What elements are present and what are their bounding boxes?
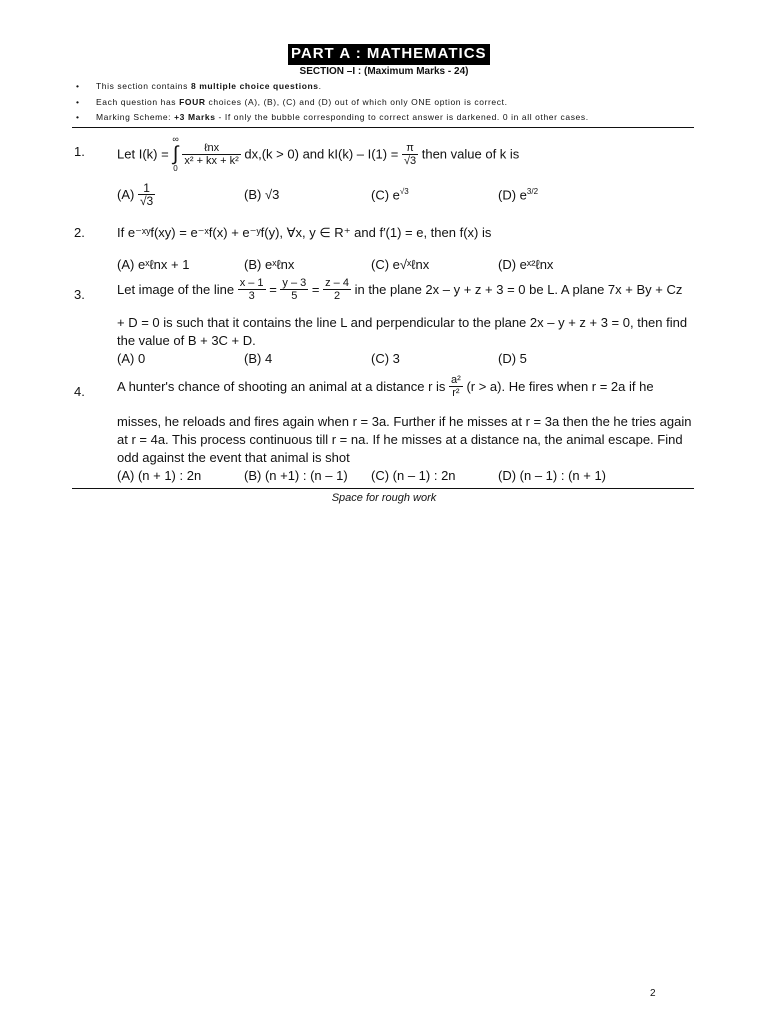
instruction-item [76, 97, 508, 107]
integrand-denominator: x² + kx + k² [184, 154, 239, 167]
q1-tail: then value of k is [421, 146, 520, 162]
fraction-x [238, 277, 266, 302]
option-label: (B) [244, 257, 262, 272]
fraction-denominator: √3 [139, 194, 154, 208]
question-2-text: If e⁻ˣʸf(xy) = e⁻ˣf(x) + e⁻ʸf(y), ∀x, y ∈ R⁺ and f′(1) = e, then f(x) is [117, 225, 492, 240]
option-value: e√ˣℓnx [392, 257, 430, 272]
option-value: e [519, 187, 527, 203]
question-4-text [117, 374, 654, 399]
option-d [498, 187, 538, 202]
option-d [498, 257, 553, 272]
option-b [244, 187, 279, 202]
instruction-bold: +3 Marks [174, 112, 216, 122]
bullet-icon: • [76, 97, 80, 107]
option-value: √3 [264, 187, 280, 202]
question-1-text [117, 134, 519, 174]
question-number: 2. [74, 225, 85, 240]
rough-work-label: Space for rough work [331, 492, 437, 504]
option-label: (D) [498, 257, 517, 272]
option-label: (D) [498, 187, 517, 203]
option-c: (C) (n – 1) : 2n [371, 468, 456, 483]
fraction-numerator: y – 3 [282, 277, 307, 289]
instruction-item [76, 112, 589, 122]
integrand-numerator: ℓnx [182, 142, 240, 155]
q1-lhs: I(k) = [138, 146, 169, 162]
option-c [371, 187, 409, 202]
fraction-z [323, 277, 351, 302]
instruction-text: Marking Scheme: [96, 112, 175, 122]
option-fraction [138, 182, 155, 207]
integral-upper-limit: ∞ [172, 134, 179, 144]
equals-sign: = [311, 282, 320, 297]
fraction-denominator: 2 [333, 290, 341, 302]
option-c [371, 257, 429, 272]
q3-text-post: in the plane 2x – y + z + 3 = 0 be L. A plane 7x + By + Cz [354, 282, 683, 297]
fraction-denominator: 3 [248, 290, 255, 302]
option-d: (D) 5 [498, 351, 527, 366]
fraction-numerator: z – 4 [325, 277, 349, 289]
fraction-denominator: 5 [291, 290, 298, 302]
option-b: (B) (n +1) : (n – 1) [244, 468, 348, 483]
instruction-text: This section contains [96, 81, 191, 91]
option-a: (A) (n + 1) : 2n [117, 468, 202, 483]
q1-expression: kI(k) – I(1) = [327, 146, 399, 162]
q1-rhs [402, 142, 418, 167]
divider [72, 127, 694, 128]
option-label: (C) [371, 187, 390, 203]
option-value: eˣℓnx + 1 [137, 257, 190, 272]
option-value: eˣ²ℓnx [519, 257, 554, 272]
option-value: e [392, 187, 400, 203]
integral-lower-limit: 0 [173, 164, 178, 173]
instruction-bold: 8 multiple choice questions [190, 81, 319, 91]
q4-line-2: misses, he reloads and fires again when r = 3a. Further if he misses at r = 3a then the he tries again [117, 414, 692, 429]
part-title: PART A : MATHEMATICS [288, 44, 490, 65]
instruction-text: Each question has [96, 97, 180, 107]
bullet-icon: • [76, 81, 80, 91]
rhs-numerator: π [402, 142, 418, 155]
rhs-denominator: √3 [403, 154, 417, 167]
q3-line-2: + D = 0 is such that it contains the line L and perpendicular to the plane 2x – y + z + 3 = 0, then find [117, 315, 688, 330]
divider [72, 488, 694, 489]
fraction-numerator: x – 1 [239, 277, 264, 289]
option-label: (C) [371, 257, 390, 272]
option-b [244, 257, 294, 272]
bullet-icon: • [76, 112, 80, 122]
fraction-numerator: a² [451, 374, 461, 386]
integral-sign-icon: ∫ [172, 143, 179, 165]
q4-text-pre: A hunter's chance of shooting an animal at a distance r is [117, 379, 446, 394]
option-exponent: 3/2 [526, 187, 539, 196]
option-a [117, 257, 189, 272]
fraction-y [280, 277, 308, 302]
option-a [117, 182, 155, 207]
q4-text-post: (r > a). He fires when r = 2a if he [466, 379, 654, 394]
option-a: (A) 0 [117, 351, 146, 366]
integrand [182, 142, 240, 167]
question-number: 3. [74, 287, 85, 302]
option-exponent: √3 [399, 187, 409, 196]
option-label: (A) [117, 187, 135, 202]
q1-and: and [302, 146, 325, 162]
q1-dx: dx,(k > 0) [244, 146, 299, 162]
question-number: 4. [74, 384, 85, 399]
fraction-denominator: r² [452, 387, 460, 399]
q4-line-4: odd against the event that animal is shot [117, 450, 350, 465]
equals-sign: = [269, 282, 277, 297]
probability-fraction [449, 374, 463, 399]
instruction-item [76, 81, 322, 91]
section-title: SECTION –I : (Maximum Marks - 24) [299, 66, 469, 77]
instruction-text: - If only the bubble corresponding to correct answer is darkened. 0 in all other cases. [215, 112, 589, 122]
option-label: (A) [117, 257, 135, 272]
instruction-bold: FOUR [179, 97, 206, 107]
q4-line-3: at r = 4a. This process continuous till r = na. If he misses at a distance na, the animal escape. Find [117, 432, 683, 447]
instruction-text: choices (A), (B), (C) and (D) out of which only ONE option is correct. [205, 97, 508, 107]
q3-text-pre: Let image of the line [117, 282, 235, 297]
option-b: (B) 4 [244, 351, 273, 366]
q3-line-3: the value of B + 3C + D. [117, 333, 256, 348]
option-c: (C) 3 [371, 351, 400, 366]
option-d: (D) (n – 1) : (n + 1) [498, 468, 606, 483]
page-number: 2 [650, 988, 656, 999]
option-value: eˣℓnx [264, 257, 295, 272]
integral [172, 134, 178, 174]
question-number: 1. [74, 144, 85, 159]
question-3-text [117, 277, 682, 302]
instruction-text: . [318, 81, 322, 91]
q1-let: Let [117, 146, 136, 162]
fraction-numerator: 1 [138, 182, 155, 195]
option-label: (B) [244, 187, 262, 202]
